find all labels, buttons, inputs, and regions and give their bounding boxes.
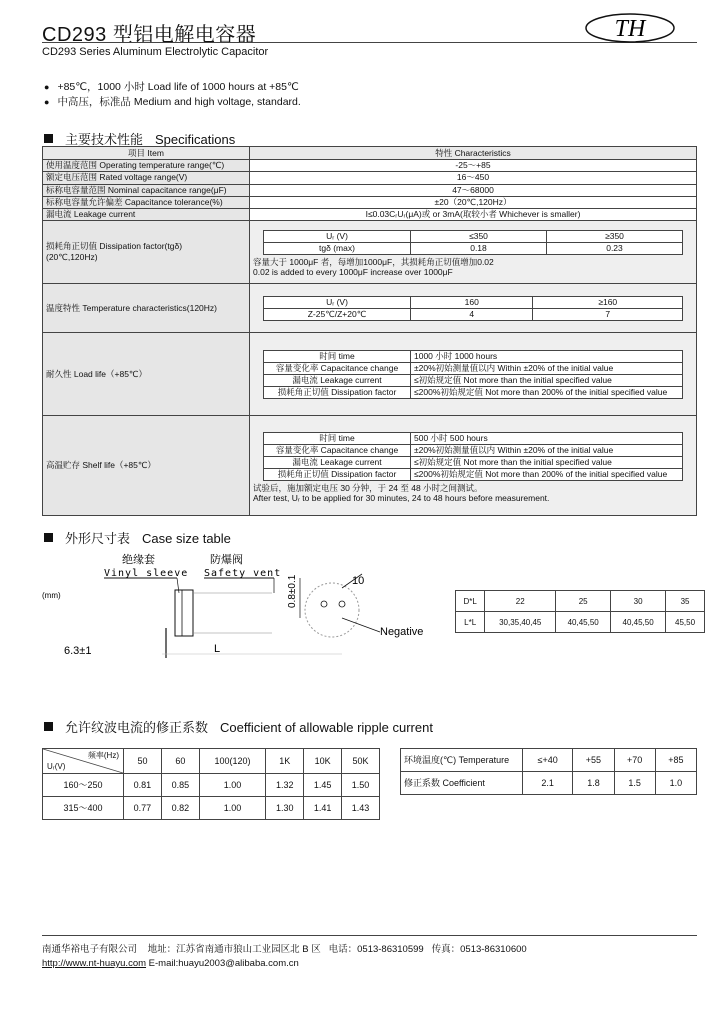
- shelf-value: ≤初始规定值 Not more than the initial specified value: [411, 457, 683, 469]
- footer-email[interactable]: E-mail:huayu2003@alibaba.com.cn: [148, 958, 299, 969]
- footer-url-link[interactable]: http://www.nt-huayu.com: [42, 958, 147, 969]
- temp-coef-cell: 1.5: [614, 772, 655, 795]
- case-cell: 45,50: [666, 612, 705, 633]
- case-size-table: [455, 590, 705, 633]
- df-row-label: tgδ (max): [264, 243, 411, 255]
- load-life-cell: [250, 332, 697, 415]
- temp-coef-head: +70: [614, 749, 655, 772]
- freq-head: 100(120): [199, 749, 265, 774]
- capacitor-dimension-drawing: [42, 548, 442, 668]
- load-key: 时间 time: [264, 350, 411, 362]
- freq-cell: 0.77: [124, 797, 162, 820]
- dissipation-subtable: [263, 230, 683, 255]
- load-value: ≤200%初始规定值 Not more than 200% of the initial specified value: [411, 386, 683, 398]
- square-bullet-icon: [44, 134, 53, 143]
- load-value: ±20%初始测量值以内 Within ±20% of the initial value: [411, 362, 683, 374]
- temp-coef-head: +55: [573, 749, 614, 772]
- footer-rule: [42, 935, 697, 936]
- load-key: 损耗角正切值 Dissipation factor: [264, 386, 411, 398]
- load-key: 容量变化率 Capacitance change: [264, 362, 411, 374]
- temp-coef-head: ≤+40: [523, 749, 573, 772]
- page-subtitle: CD293 Series Aluminum Electrolytic Capacitor: [42, 46, 269, 58]
- load-key: 漏电流 Leakage current: [264, 374, 411, 386]
- df-head-2: ≥350: [547, 231, 683, 243]
- label-vent-en: Safety vent: [204, 568, 282, 579]
- freq-cell: 1.32: [266, 774, 304, 797]
- case-head: 35: [666, 591, 705, 612]
- temp-head-2: ≥160: [533, 296, 683, 308]
- spec-value: -25～+85: [250, 160, 697, 172]
- freq-head: 60: [161, 749, 199, 774]
- df-note-cn: 容量大于 1000μF 者，每增加1000μF，其损耗角正切值增加0.02: [253, 257, 494, 268]
- spec-label-shelf-life: 高温贮存 Shelf life（+85℃）: [43, 416, 250, 516]
- freq-cell: 1.43: [342, 797, 380, 820]
- df-note-en: 0.02 is added to every 1000μF increase over 1000μF: [253, 267, 453, 278]
- corner-freq-label: 频率(Hz): [87, 751, 119, 760]
- temp-head-1: 160: [411, 296, 533, 308]
- feature-bullet-2: ● 中高压，标准品 Medium and high voltage, standard.: [44, 94, 301, 109]
- logo-text: TH: [614, 16, 646, 42]
- spec-value: 47～68000: [250, 184, 697, 196]
- df-head-1: ≤350: [411, 231, 547, 243]
- freq-head: 50: [124, 749, 162, 774]
- label-pitch: 6.3±1: [64, 645, 92, 657]
- spec-label: 标称电容量允许偏差 Capacitance tolerance(%): [43, 196, 250, 208]
- shelf-life-subtable: [263, 432, 683, 481]
- label-length: L: [214, 643, 221, 655]
- spec-label-dissipation: 损耗角正切值 Dissipation factor(tgδ) (20℃,120Hz): [43, 221, 250, 284]
- ripple-corner-cell: [43, 749, 124, 774]
- freq-cell: 0.81: [124, 774, 162, 797]
- label-lead-len: 10: [352, 575, 365, 587]
- specifications-table: [42, 146, 697, 516]
- temp-row-label: Z-25℃/Z+20℃: [264, 308, 411, 320]
- spec-label-temperature: 温度特性 Temperature characteristics(120Hz): [43, 284, 250, 333]
- shelf-note-en: After test, Uᵣ to be applied for 30 minutes, 24 to 48 hours before measurement.: [253, 493, 550, 504]
- freq-cell: 1.00: [199, 774, 265, 797]
- spec-label: 漏电流 Leakage current: [43, 208, 250, 220]
- feature-bullet-1: ● +85℃，1000 小时 Load life of 1000 hours at +85℃: [44, 79, 299, 94]
- spec-header-characteristics: 特性 Characteristics: [250, 147, 697, 160]
- df-row-1: 0.18: [411, 243, 547, 255]
- case-cell: 30,35,40,45: [485, 612, 556, 633]
- label-lead-dim: 0.8±0.1: [287, 574, 298, 608]
- shelf-value: ±20%初始测量值以内 Within ±20% of the initial value: [411, 445, 683, 457]
- freq-cell: 1.45: [304, 774, 342, 797]
- df-row-2: 0.23: [547, 243, 683, 255]
- footer-contact: [42, 941, 527, 955]
- spec-value: ±20（20℃,120Hz）: [250, 196, 697, 208]
- square-bullet-icon: [44, 533, 53, 542]
- temp-coef-head-label: 环境温度(℃) Temperature: [401, 749, 523, 772]
- freq-cell: 1.50: [342, 774, 380, 797]
- temp-coef-cell: 2.1: [523, 772, 573, 795]
- load-value: 1000 小时 1000 hours: [411, 350, 683, 362]
- temp-coef-row-label: 修正系数 Coefficient: [401, 772, 523, 795]
- shelf-value: ≤200%初始规定值 Not more than 200% of the initial specified value: [411, 469, 683, 481]
- label-sleeve-en: Vinyl sleeve: [104, 568, 189, 579]
- label-negative: Negative: [380, 626, 424, 638]
- shelf-key: 时间 time: [264, 433, 411, 445]
- page-title: CD293 型铝电解电容器: [42, 24, 257, 46]
- temp-row-2: 7: [533, 308, 683, 320]
- case-head-label: D*L: [456, 591, 485, 612]
- label-sleeve-cn: 绝缘套: [122, 553, 155, 566]
- corner-ur-label: Uᵣ(V): [47, 762, 66, 771]
- spec-label: 额定电压范围 Rated voltage range(V): [43, 172, 250, 184]
- freq-head: 1K: [266, 749, 304, 774]
- footer-address: 地址：江苏省南通市狼山工业园区北 B 区: [147, 944, 321, 955]
- freq-head: 50K: [342, 749, 380, 774]
- shelf-key: 损耗角正切值 Dissipation factor: [264, 469, 411, 481]
- spec-label: 标称电容量范围 Nominal capacitance range(μF): [43, 184, 250, 196]
- section-specifications-heading: 主要技术性能 Specifications: [44, 129, 235, 148]
- shelf-key: 容量变化率 Capacitance change: [264, 445, 411, 457]
- case-head: 22: [485, 591, 556, 612]
- freq-cell: 1.00: [199, 797, 265, 820]
- case-cell: 40,45,50: [611, 612, 666, 633]
- freq-cell: 1.30: [266, 797, 304, 820]
- case-cell: 40,45,50: [556, 612, 611, 633]
- label-unit: (mm): [42, 591, 61, 600]
- temperature-cell: [250, 284, 697, 333]
- square-bullet-icon: [44, 722, 53, 731]
- footer-web: [42, 958, 299, 969]
- temperature-subtable: [263, 296, 683, 321]
- spec-header-item: 项目 Item: [43, 147, 250, 160]
- freq-row-label: 315～400: [43, 797, 124, 820]
- section-ripple-heading: 允许纹波电流的修正系数 Coefficient of allowable ripple current: [44, 717, 433, 736]
- shelf-key: 漏电流 Leakage current: [264, 457, 411, 469]
- dissipation-cell: [250, 221, 697, 284]
- load-value: ≤初始规定值 Not more than the initial specified value: [411, 374, 683, 386]
- temp-row-1: 4: [411, 308, 533, 320]
- section-case-size-heading: 外形尺寸表 Case size table: [44, 528, 231, 547]
- spec-label-load-life: 耐久性 Load life（+85℃）: [43, 332, 250, 415]
- freq-row-label: 160～250: [43, 774, 124, 797]
- freq-cell: 0.85: [161, 774, 199, 797]
- temp-head-ur: Uᵣ (V): [264, 296, 411, 308]
- company-logo: [580, 10, 680, 46]
- case-head: 30: [611, 591, 666, 612]
- temp-coef-cell: 1.8: [573, 772, 614, 795]
- freq-cell: 1.41: [304, 797, 342, 820]
- spec-label: 使用温度范围 Operating temperature range(℃): [43, 160, 250, 172]
- shelf-life-cell: [250, 416, 697, 516]
- shelf-note-cn: 试验后，施加额定电压 30 分钟，于 24 至 48 小时之间测试。: [253, 483, 483, 494]
- case-row-label: L*L: [456, 612, 485, 633]
- spec-value: 16～450: [250, 172, 697, 184]
- label-vent-cn: 防爆阀: [210, 553, 243, 566]
- footer-company: 南通华裕电子有限公司: [42, 944, 138, 955]
- shelf-value: 500 小时 500 hours: [411, 433, 683, 445]
- df-head-ur: Uᵣ (V): [264, 231, 411, 243]
- footer-tel: 电话：0513-86310599: [328, 944, 424, 955]
- temp-coef-head: +85: [655, 749, 696, 772]
- freq-head: 10K: [304, 749, 342, 774]
- footer-fax: 传真：0513-86310600: [431, 944, 527, 955]
- ripple-temperature-table: [400, 748, 697, 795]
- temp-coef-cell: 1.0: [655, 772, 696, 795]
- load-life-subtable: [263, 350, 683, 399]
- case-head: 25: [556, 591, 611, 612]
- freq-cell: 0.82: [161, 797, 199, 820]
- spec-value: I≤0.03CᵣUᵣ(μA)或 or 3mA(取较小者 Whichever is smaller): [250, 208, 697, 220]
- ripple-frequency-table: [42, 748, 380, 820]
